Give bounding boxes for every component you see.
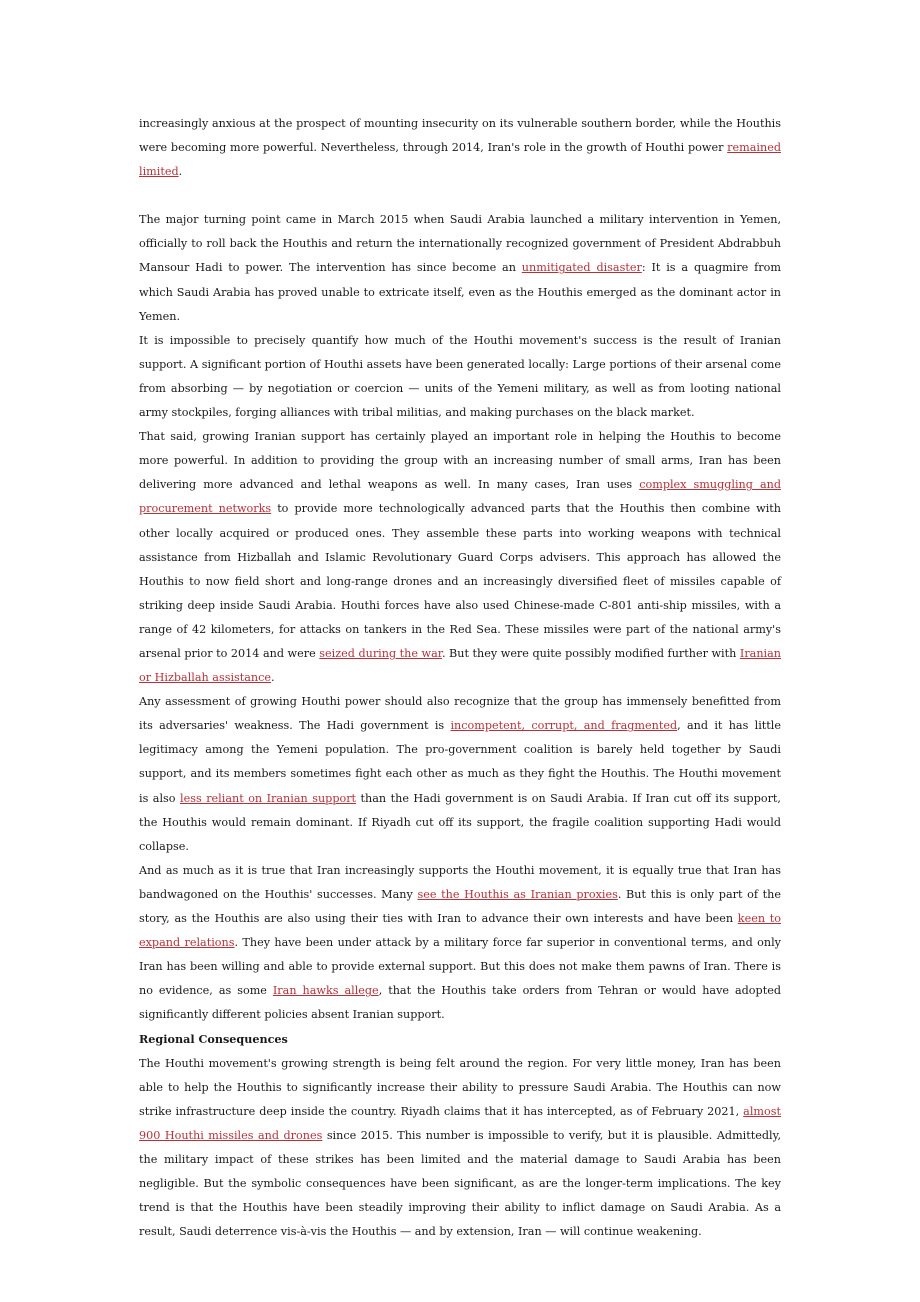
link-iranian-hizballah-assistance[interactable]: Iranian or Hizballah assistance — [139, 646, 782, 685]
link-unmitigated-disaster[interactable]: unmitigated disaster — [521, 261, 642, 275]
paragraph: The Houthi movement's growing strength is being felt around the region. For very little money, Iran has been able to help the Houthis to significantly increase their ability to pressure Saudi Arabia. The Houthis can now strike infrastructure deep inside the country. Riyadh claims that it has intercepted, as of February 2021, almost 900 Houthi missiles and drones since 2015. This number is impossible to verify, but it is plausible. Admittedly, the military impact of these strikes has been limited and the material damage to Saudi Arabia has been negligible. But the symbolic consequences have been significant, as are the longer-term implications. The key trend is that the Houthis have been steadily improving their ability to inflict damage on Saudi Arabia. As a result, Saudi deterrence vis-à-vis the Houthis — and by extension, Iran — will continue weakening. — [139, 1056, 781, 1239]
link-incompetent-corrupt[interactable]: incompetent, corrupt, and fragmented — [450, 719, 678, 733]
link-iranian-proxies[interactable]: see the Houthis as Iranian proxies — [417, 887, 618, 901]
link-missiles-and-drones[interactable]: almost 900 Houthi missiles and drones — [139, 1104, 781, 1142]
paragraph-gap — [139, 184, 781, 208]
paragraph: Any assessment of growing Houthi power should also recognize that the group has immensely benefitted from its adversaries' weakness. The Hadi government is incompetent, corrupt, and fragmented, and it has little legitimacy among the Yemeni population. The pro-government coalition is barely held together by Saudi support, and its members sometimes fight each other as much as they fight the Houthis. The Houthi movement is also less reliant on Iranian support than the Hadi government is on Saudi Arabia. If Iran cut off its support, the Houthis would remain dominant. If Riyadh cut off its support, the fragile coalition supporting Hadi would collapse. — [139, 695, 781, 853]
link-less-reliant[interactable]: less reliant on Iranian support — [180, 791, 357, 805]
paragraph: It is impossible to precisely quantify how much of the Houthi movement's success is the result of Iranian support. A significant portion of Houthi assets have been generated locally: Large portions of their arsenal come from absorbing — by negotiation or coercion — units of the Yemeni military, as well as from looting national army stockpiles, forging alliances with tribal militias, and making purchases on the black market. — [139, 333, 781, 420]
link-smuggling-networks[interactable]: complex smuggling and procurement networks — [139, 478, 781, 516]
link-expand-relations[interactable]: keen to expand relations — [139, 912, 781, 950]
link-iran-hawks-allege[interactable]: Iran hawks allege — [272, 984, 379, 998]
link-remained-limited[interactable]: remained limited — [139, 141, 781, 179]
paragraph: The major turning point came in March 2015 when Saudi Arabia launched a military intervention in Yemen, officially to roll back the Houthis and return the internationally recognized government of President Abdrabbuh Mansour Hadi to power. The intervention has since become an unmitigated disaster: It is a quagmire from which Saudi Arabia has proved unable to extricate itself, even as the Houthis emerged as the dominant actor in Yemen. — [139, 213, 782, 323]
article-body — [139, 112, 781, 1244]
section-heading: Regional Consequences — [139, 1032, 288, 1047]
paragraph: increasingly anxious at the prospect of mounting insecurity on its vulnerable southern border, while the Houthis were becoming more powerful. Nevertheless, through 2014, Iran's role in the growth of Houthi power remained limited. — [139, 117, 781, 179]
link-seized-during-war[interactable]: seized during the war — [319, 646, 442, 660]
paragraph: And as much as it is true that Iran increasingly supports the Houthi movement, it is equally true that Iran has bandwagoned on the Houthis' successes. Many see the Houthis as Iranian proxies. But this is only part of the story, as the Houthis are also using their ties with Iran to advance their own interests and have been keen to expand relations. They have been under attack by a military force far superior in conventional terms, and only Iran has been willing and able to provide external support. But this does not make them pawns of Iran. There is no evidence, as some Iran hawks allege, that the Houthis take orders from Tehran or would have adopted significantly different policies absent Iranian support. — [139, 863, 781, 1022]
paragraph: That said, growing Iranian support has certainly played an important role in helping the Houthis to become more powerful. In addition to providing the group with an increasing number of small arms, Iran has been delivering more advanced and lethal weapons as well. In many cases, Iran uses complex smuggling and procurement networks to provide more technologically advanced parts that the Houthis then combine with other locally acquired or produced ones. They assemble these parts into working weapons with technical assistance from Hizballah and Islamic Revolutionary Guard Corps advisers. This approach has allowed the Houthis to now field short and long-range drones and an increasingly diversified fleet of missiles capable of striking deep inside Saudi Arabia. Houthi forces have also used Chinese-made C-801 anti-ship missiles, with a range of 42 kilometers, for attacks on tankers in the Red Sea. These missiles were part of the national army's arsenal prior to 2014 and were seized during the war. But they were quite possibly modified further with Iranian or Hizballah assistance. — [139, 430, 782, 685]
